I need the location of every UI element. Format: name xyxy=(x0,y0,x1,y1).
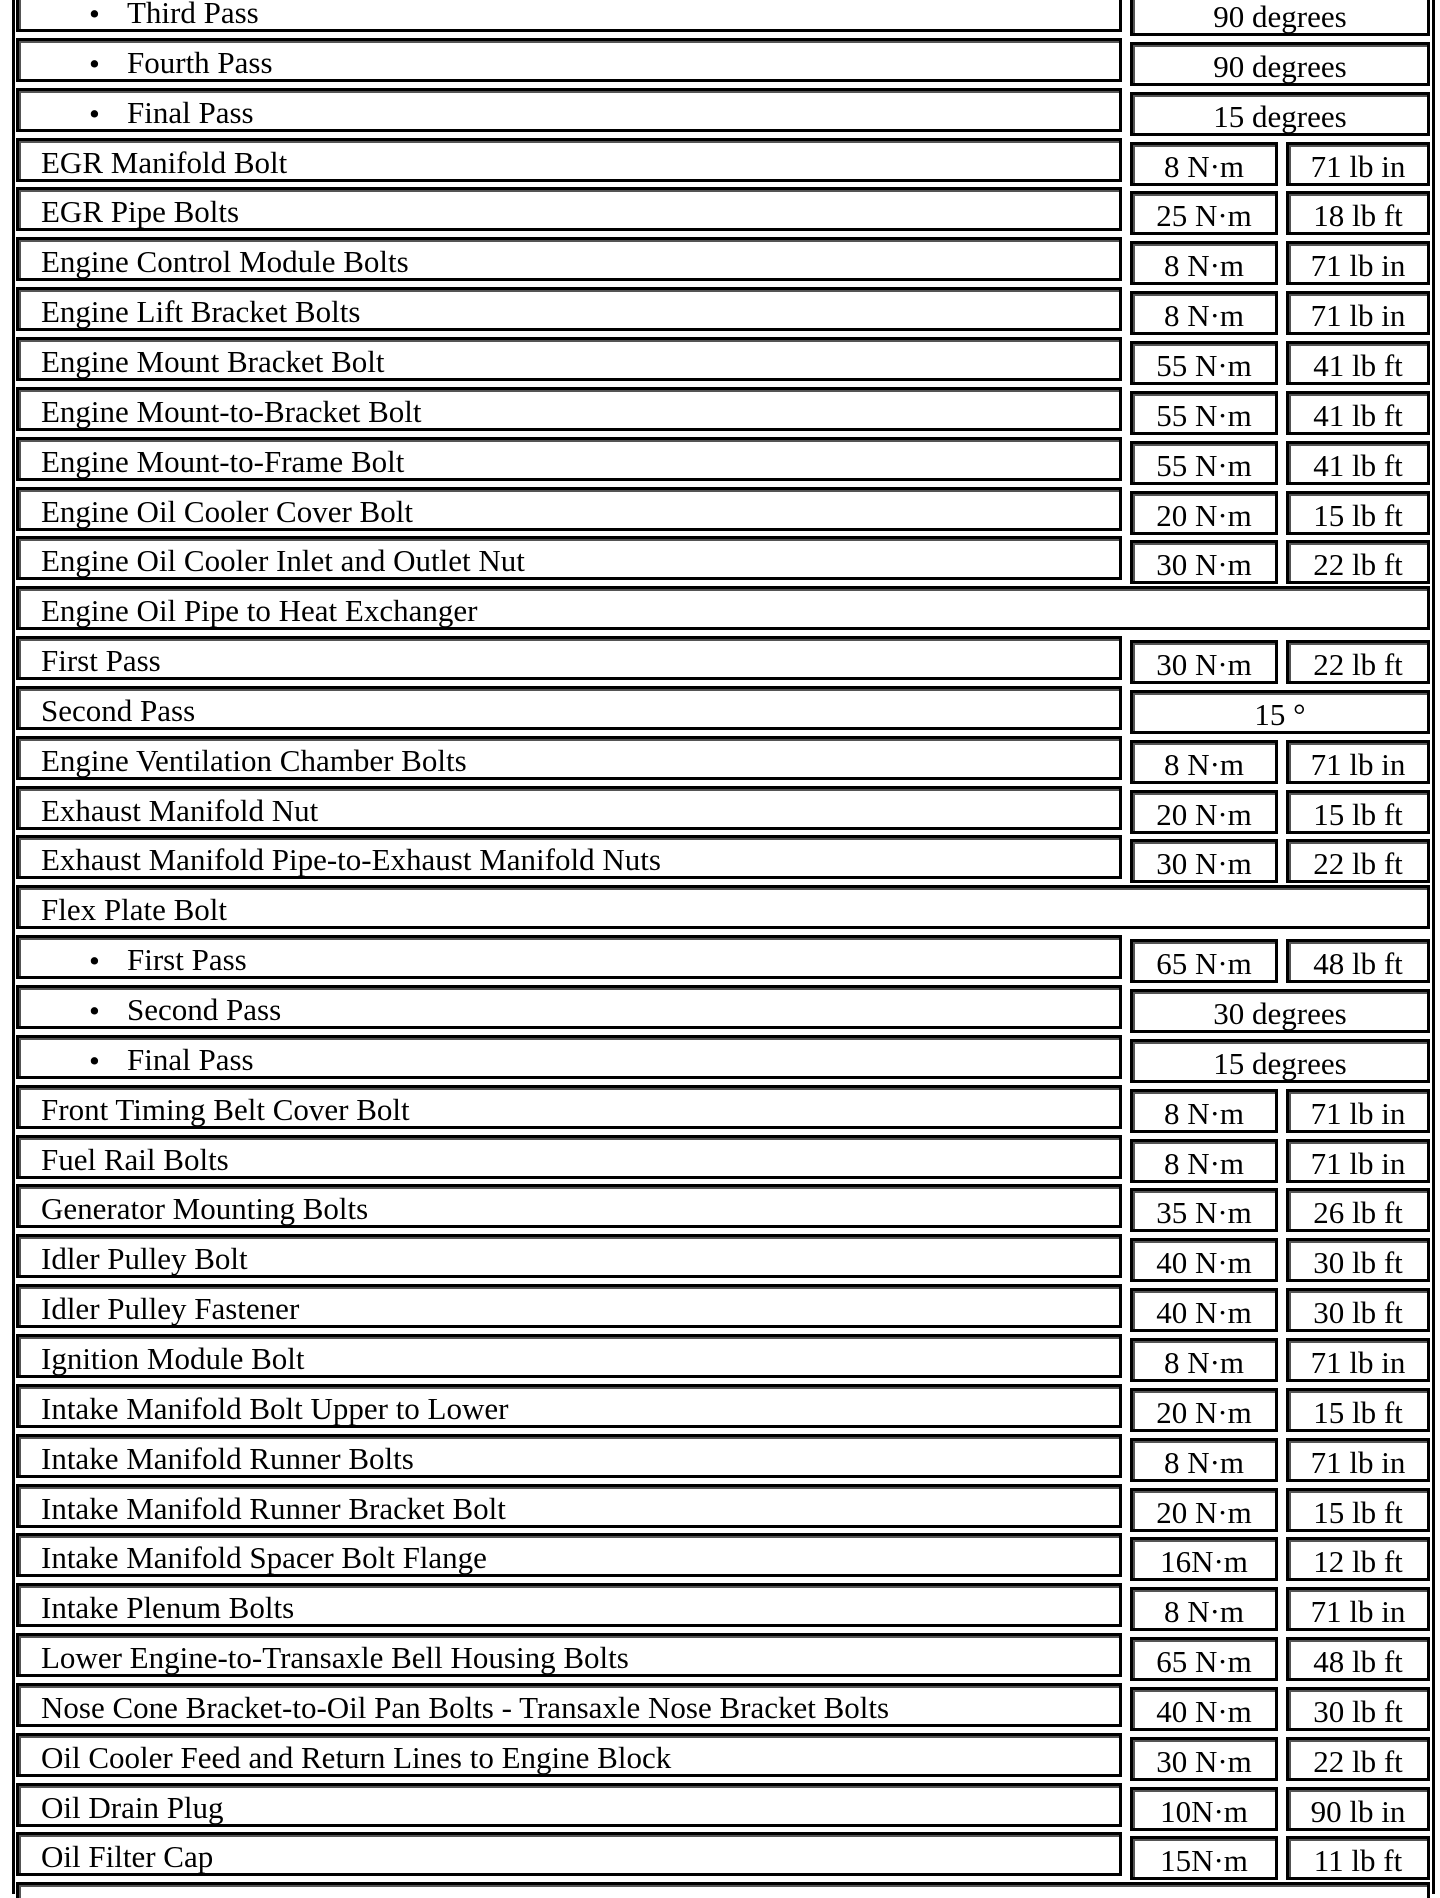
imperial-cell xyxy=(1286,790,1430,834)
spec-label: Oil Drain Plug xyxy=(41,1790,224,1825)
metric-value: 40 N·m xyxy=(1156,1694,1252,1729)
spec-label: Oil Cooler Feed and Return Lines to Engine Block xyxy=(41,1740,672,1775)
row-label-cell xyxy=(16,1035,1122,1079)
row-label-cell xyxy=(16,985,1122,1029)
spec-span-cell xyxy=(1130,989,1430,1033)
bullet-icon: • xyxy=(89,1043,100,1078)
metric-cell xyxy=(1130,1836,1278,1880)
imperial-value: 22 lb ft xyxy=(1313,846,1403,881)
imperial-value: 90 lb in xyxy=(1310,1794,1406,1829)
metric-cell xyxy=(1130,1737,1278,1781)
spec-label: First Pass xyxy=(41,643,161,678)
imperial-cell xyxy=(1286,441,1430,485)
row-label-cell xyxy=(16,536,1122,580)
imperial-cell xyxy=(1286,391,1430,435)
imperial-cell xyxy=(1286,1637,1430,1681)
spec-span-value: 15 degrees xyxy=(1213,99,1347,134)
metric-value: 8 N·m xyxy=(1163,149,1245,184)
imperial-cell xyxy=(1286,839,1430,883)
row-label-cell xyxy=(16,1583,1122,1627)
spec-label: Intake Manifold Spacer Bolt Flange xyxy=(41,1540,487,1575)
imperial-value: 71 lb in xyxy=(1310,1445,1406,1480)
imperial-value: 48 lb ft xyxy=(1313,1644,1403,1679)
imperial-cell xyxy=(1286,1139,1430,1183)
spec-label: First Pass xyxy=(127,942,247,977)
row-label-cell xyxy=(16,1384,1122,1428)
metric-cell xyxy=(1130,1388,1278,1432)
row-label-cell xyxy=(16,636,1122,680)
spec-span-value: 90 degrees xyxy=(1213,49,1347,84)
spec-label: Engine Ventilation Chamber Bolts xyxy=(41,743,467,778)
row-label-cell xyxy=(16,237,1122,281)
row-label-cell xyxy=(16,0,1122,32)
row-label-cell xyxy=(16,1633,1122,1677)
metric-cell xyxy=(1130,540,1278,584)
imperial-value: 71 lb in xyxy=(1310,149,1406,184)
metric-cell xyxy=(1130,491,1278,535)
spec-label: Final Pass xyxy=(127,95,254,130)
imperial-cell xyxy=(1286,1238,1430,1282)
imperial-value: 15 lb ft xyxy=(1313,498,1403,533)
metric-value: 65 N·m xyxy=(1156,1644,1252,1679)
spec-label: Intake Manifold Runner Bolts xyxy=(41,1441,414,1476)
imperial-value: 30 lb ft xyxy=(1313,1694,1403,1729)
spec-label: Exhaust Manifold Pipe-to-Exhaust Manifold Nuts xyxy=(41,842,661,877)
imperial-value: 15 lb ft xyxy=(1313,1395,1403,1430)
imperial-cell xyxy=(1286,191,1430,235)
spec-label: Fourth Pass xyxy=(127,45,273,80)
metric-cell xyxy=(1130,1587,1278,1631)
imperial-value: 12 lb ft xyxy=(1313,1544,1403,1579)
metric-cell xyxy=(1130,1687,1278,1731)
imperial-cell xyxy=(1286,1836,1430,1880)
imperial-cell xyxy=(1286,1587,1430,1631)
metric-value: 20 N·m xyxy=(1156,1395,1252,1430)
metric-value: 8 N·m xyxy=(1163,1345,1245,1380)
imperial-value: 41 lb ft xyxy=(1313,448,1403,483)
metric-cell xyxy=(1130,1139,1278,1183)
metric-value: 8 N·m xyxy=(1163,1146,1245,1181)
row-label-cell xyxy=(16,586,1430,630)
row-label-cell xyxy=(16,885,1430,929)
row-label-cell xyxy=(16,736,1122,780)
metric-cell xyxy=(1130,1537,1278,1581)
imperial-cell xyxy=(1286,341,1430,385)
imperial-value: 71 lb in xyxy=(1310,298,1406,333)
metric-value: 55 N·m xyxy=(1156,448,1252,483)
imperial-value: 48 lb ft xyxy=(1313,946,1403,981)
metric-cell xyxy=(1130,1787,1278,1831)
bullet-icon: • xyxy=(89,943,100,978)
imperial-value: 71 lb in xyxy=(1310,1146,1406,1181)
row-label-cell xyxy=(16,387,1122,431)
row-label-cell xyxy=(16,38,1122,82)
spec-label: Engine Oil Pipe to Heat Exchanger xyxy=(41,593,478,628)
bullet-icon: • xyxy=(89,993,100,1028)
spec-label: Second Pass xyxy=(41,693,196,728)
spec-label: Third Pass xyxy=(127,0,259,30)
metric-value: 20 N·m xyxy=(1156,498,1252,533)
row-label-cell xyxy=(16,437,1122,481)
row-label-cell xyxy=(16,487,1122,531)
metric-cell xyxy=(1130,1238,1278,1282)
imperial-cell xyxy=(1286,640,1430,684)
row-label-cell xyxy=(16,88,1122,132)
imperial-cell xyxy=(1286,1687,1430,1731)
spec-label: Engine Control Module Bolts xyxy=(41,244,409,279)
row-label-cell xyxy=(16,287,1122,331)
metric-cell xyxy=(1130,1089,1278,1133)
imperial-cell xyxy=(1286,1488,1430,1532)
imperial-value: 18 lb ft xyxy=(1313,198,1403,233)
metric-value: 15N·m xyxy=(1160,1843,1248,1878)
imperial-cell xyxy=(1286,241,1430,285)
row-label-cell xyxy=(16,1434,1122,1478)
metric-value: 30 N·m xyxy=(1156,647,1252,682)
metric-value: 8 N·m xyxy=(1163,248,1245,283)
row-label-cell xyxy=(16,1484,1122,1528)
spec-label: Second Pass xyxy=(127,992,282,1027)
metric-value: 40 N·m xyxy=(1156,1295,1252,1330)
row-label-cell xyxy=(16,686,1122,730)
spec-span-cell xyxy=(1130,1039,1430,1083)
spec-span-value: 30 degrees xyxy=(1213,996,1347,1031)
spec-label: Nose Cone Bracket-to-Oil Pan Bolts - Transaxle Nose Bracket Bolts xyxy=(41,1690,890,1725)
spec-label: Intake Manifold Runner Bracket Bolt xyxy=(41,1491,506,1526)
row-label-cell xyxy=(16,187,1122,231)
row-label-cell xyxy=(16,337,1122,381)
spec-label: Engine Mount-to-Bracket Bolt xyxy=(41,394,422,429)
spec-label: Idler Pulley Bolt xyxy=(41,1241,248,1276)
imperial-value: 15 lb ft xyxy=(1313,797,1403,832)
metric-value: 55 N·m xyxy=(1156,398,1252,433)
metric-value: 8 N·m xyxy=(1163,1594,1245,1629)
spec-label: Generator Mounting Bolts xyxy=(41,1191,369,1226)
row-label-cell xyxy=(16,935,1122,979)
imperial-cell xyxy=(1286,939,1430,983)
metric-value: 20 N·m xyxy=(1156,797,1252,832)
imperial-value: 71 lb in xyxy=(1310,747,1406,782)
row-label-cell xyxy=(16,1085,1122,1129)
metric-cell xyxy=(1130,1637,1278,1681)
spec-label: Engine Oil Cooler Cover Bolt xyxy=(41,494,413,529)
metric-cell xyxy=(1130,291,1278,335)
imperial-value: 22 lb ft xyxy=(1313,1744,1403,1779)
spec-label: EGR Manifold Bolt xyxy=(41,145,288,180)
spec-span-value: 15 degrees xyxy=(1213,1046,1347,1081)
row-label-cell xyxy=(16,1533,1122,1577)
spec-span-cell xyxy=(1130,690,1430,734)
metric-value: 55 N·m xyxy=(1156,348,1252,383)
bullet-icon: • xyxy=(89,0,100,31)
metric-cell xyxy=(1130,241,1278,285)
row-label-cell xyxy=(16,1832,1122,1876)
metric-value: 20 N·m xyxy=(1156,1495,1252,1530)
imperial-cell xyxy=(1286,1438,1430,1482)
row-label-cell xyxy=(16,1184,1122,1228)
bullet-icon: • xyxy=(89,46,100,81)
spec-span-cell xyxy=(1130,42,1430,86)
row-label-cell xyxy=(16,138,1122,182)
imperial-cell xyxy=(1286,1787,1430,1831)
metric-value: 30 N·m xyxy=(1156,1744,1252,1779)
spec-label: Oil Filter Cap xyxy=(41,1839,214,1874)
metric-cell xyxy=(1130,640,1278,684)
imperial-cell xyxy=(1286,1388,1430,1432)
row-label-cell xyxy=(16,835,1122,879)
metric-cell xyxy=(1130,939,1278,983)
metric-cell xyxy=(1130,1288,1278,1332)
spec-label: Fuel Rail Bolts xyxy=(41,1142,229,1177)
bullet-icon: • xyxy=(89,96,100,131)
imperial-cell xyxy=(1286,1288,1430,1332)
imperial-value: 41 lb ft xyxy=(1313,348,1403,383)
spec-label: Intake Manifold Bolt Upper to Lower xyxy=(41,1391,509,1426)
imperial-cell xyxy=(1286,1537,1430,1581)
metric-value: 8 N·m xyxy=(1163,1096,1245,1131)
imperial-value: 22 lb ft xyxy=(1313,547,1403,582)
metric-cell xyxy=(1130,1488,1278,1532)
spec-label: Exhaust Manifold Nut xyxy=(41,793,319,828)
spec-label: Engine Mount Bracket Bolt xyxy=(41,344,385,379)
imperial-cell xyxy=(1286,740,1430,784)
imperial-value: 41 lb ft xyxy=(1313,398,1403,433)
imperial-value: 30 lb ft xyxy=(1313,1245,1403,1280)
metric-value: 30 N·m xyxy=(1156,846,1252,881)
row-label-cell xyxy=(16,786,1122,830)
row-label-cell xyxy=(16,1733,1122,1777)
spec-label: Flex Plate Bolt xyxy=(41,892,227,927)
spec-label: Final Pass xyxy=(127,1042,254,1077)
metric-cell xyxy=(1130,740,1278,784)
row-label-cell xyxy=(16,1334,1122,1378)
spec-span-value: 90 degrees xyxy=(1213,0,1347,34)
imperial-cell xyxy=(1286,1188,1430,1232)
imperial-value: 71 lb in xyxy=(1310,1594,1406,1629)
metric-value: 8 N·m xyxy=(1163,1445,1245,1480)
imperial-cell xyxy=(1286,540,1430,584)
metric-cell xyxy=(1130,1438,1278,1482)
spec-label: Engine Mount-to-Frame Bolt xyxy=(41,444,405,479)
metric-cell xyxy=(1130,142,1278,186)
spec-label: Ignition Module Bolt xyxy=(41,1341,305,1376)
spec-span-value: 15 ° xyxy=(1254,697,1306,732)
table-border-line xyxy=(12,0,15,1894)
imperial-cell xyxy=(1286,1737,1430,1781)
metric-value: 30 N·m xyxy=(1156,547,1252,582)
row-label-cell xyxy=(16,1783,1122,1827)
metric-value: 40 N·m xyxy=(1156,1245,1252,1280)
metric-value: 8 N·m xyxy=(1163,298,1245,333)
metric-cell xyxy=(1130,191,1278,235)
imperial-value: 71 lb in xyxy=(1310,1096,1406,1131)
metric-cell xyxy=(1130,391,1278,435)
spec-label: Front Timing Belt Cover Bolt xyxy=(41,1092,410,1127)
metric-cell xyxy=(1130,839,1278,883)
spec-span-cell xyxy=(1130,0,1430,36)
imperial-value: 15 lb ft xyxy=(1313,1495,1403,1530)
metric-cell xyxy=(1130,1188,1278,1232)
imperial-cell xyxy=(1286,491,1430,535)
row-label-cell xyxy=(16,1135,1122,1179)
spec-label: Idler Pulley Fastener xyxy=(41,1291,300,1326)
spec-label: Intake Plenum Bolts xyxy=(41,1590,295,1625)
spec-label: Engine Lift Bracket Bolts xyxy=(41,294,361,329)
imperial-cell xyxy=(1286,1089,1430,1133)
spec-span-cell xyxy=(1130,92,1430,136)
row-label-cell xyxy=(16,1234,1122,1278)
metric-value: 35 N·m xyxy=(1156,1195,1252,1230)
metric-value: 8 N·m xyxy=(1163,747,1245,782)
imperial-value: 26 lb ft xyxy=(1313,1195,1403,1230)
metric-cell xyxy=(1130,1338,1278,1382)
metric-cell xyxy=(1130,441,1278,485)
metric-value: 25 N·m xyxy=(1156,198,1252,233)
metric-cell xyxy=(1130,341,1278,385)
imperial-cell xyxy=(1286,291,1430,335)
metric-value: 16N·m xyxy=(1160,1544,1248,1579)
imperial-cell xyxy=(1286,1338,1430,1382)
imperial-cell xyxy=(1286,142,1430,186)
spec-label: Lower Engine-to-Transaxle Bell Housing Bolts xyxy=(41,1640,629,1675)
imperial-value: 71 lb in xyxy=(1310,248,1406,283)
table-border-line xyxy=(1432,0,1435,1894)
row-label-cell xyxy=(16,1284,1122,1328)
metric-value: 10N·m xyxy=(1160,1794,1248,1829)
imperial-value: 11 lb ft xyxy=(1313,1843,1403,1878)
row-label-cell xyxy=(16,1683,1122,1727)
imperial-value: 22 lb ft xyxy=(1313,647,1403,682)
spec-label: EGR Pipe Bolts xyxy=(41,194,240,229)
imperial-value: 71 lb in xyxy=(1310,1345,1406,1380)
row-label-cell xyxy=(16,1882,1430,1898)
imperial-value: 30 lb ft xyxy=(1313,1295,1403,1330)
metric-cell xyxy=(1130,790,1278,834)
spec-label: Engine Oil Cooler Inlet and Outlet Nut xyxy=(41,543,525,578)
metric-value: 65 N·m xyxy=(1156,946,1252,981)
